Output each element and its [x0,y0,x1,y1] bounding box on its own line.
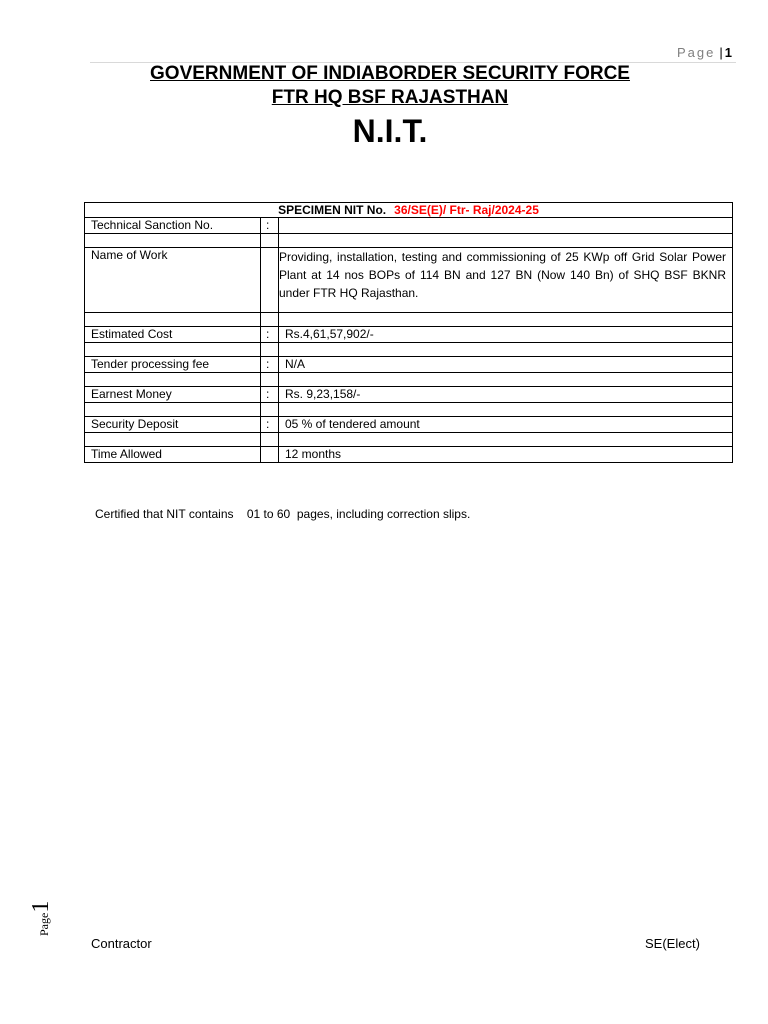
nit-heading: N.I.T. [352,113,428,149]
row-label: Time Allowed [85,447,261,463]
specimen-row [85,203,733,218]
specimen-cell [85,203,733,218]
row-label: Name of Work [85,248,261,313]
table-spacer-row [85,343,733,357]
side-page-word: Page [37,912,51,936]
se-elect-signature-label: SE(Elect) [645,936,700,951]
row-colon: : [261,387,279,403]
table-row [85,417,733,433]
certified-statement: Certified that NIT contains 01 to 60 pages, including correction slips. [95,507,471,521]
row-colon [261,447,279,463]
nit-table [84,202,733,463]
row-colon: : [261,417,279,433]
row-label: Estimated Cost [85,327,261,343]
table-spacer-row [85,234,733,248]
page-separator: | [719,45,723,60]
row-label: Earnest Money [85,387,261,403]
table-spacer-row [85,403,733,417]
row-value: Providing, installation, testing and commissioning of 25 KWp off Grid Solar Power Plant at 14 nos BOPs of 114 BN and 127 BN (Now 140 Bn) of SHQ BSF BKNR under FTR HQ Rajasthan. [279,248,733,313]
table-spacer-row [85,433,733,447]
table-row [85,447,733,463]
row-label: Technical Sanction No. [85,218,261,234]
table-row [85,248,733,313]
table-row [85,218,733,234]
page-number-header [677,45,732,60]
row-value: 12 months [279,447,733,463]
row-label: Tender processing fee [85,357,261,373]
row-colon [261,248,279,313]
row-colon: : [261,218,279,234]
title-line-2: FTR HQ BSF RAJASTHAN [271,87,509,108]
table-row [85,357,733,373]
specimen-label: SPECIMEN NIT No. [278,203,387,217]
title-line-1: GOVERNMENT OF INDIABORDER SECURITY FORCE [150,63,630,84]
table-spacer-row [85,373,733,387]
row-colon: : [261,357,279,373]
row-value: Rs.4,61,57,902/- [279,327,733,343]
table-row [85,327,733,343]
row-value: 05 % of tendered amount [279,417,733,433]
table-row [85,387,733,403]
page-number: 1 [724,45,732,60]
side-page-num: 1 [28,900,54,913]
specimen-number: 36/SE(E)/ Ftr- Raj/2024-25 [394,203,539,217]
row-value: Rs. 9,23,158/- [279,387,733,403]
row-value: N/A [279,357,733,373]
table-spacer-row [85,313,733,327]
side-page-number [28,896,68,936]
page-word: Page [677,45,716,60]
contractor-signature-label: Contractor [91,936,152,951]
row-colon: : [261,327,279,343]
row-value [279,218,733,234]
row-label: Security Deposit [85,417,261,433]
